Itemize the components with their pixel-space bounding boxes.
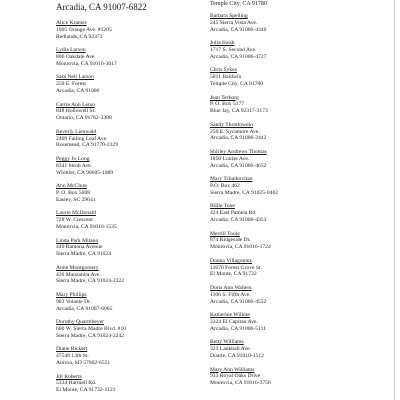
entry-address-line: P. O. Box 5008: [56, 189, 91, 196]
address-entry: [210, 67, 263, 87]
entry-address-line: 874 Ridgeside Dr.: [210, 237, 251, 244]
entry-name: Carrie Ann Lerso: [56, 101, 95, 108]
address-entry: [56, 374, 115, 394]
entry-address-line: Arcadia, CA 91006-5111: [210, 325, 266, 332]
entry-address-line: 440 Ramona Avenue: [56, 244, 103, 251]
entry-address-line: 2409 Falling Leaf Ave.: [56, 135, 108, 142]
entry-name: Doris Ann Walters: [210, 285, 252, 291]
entry-address-line: 250 E. Sycamore Ave.: [210, 128, 260, 135]
entry-name: Mary Tchaikovitan: [210, 176, 253, 183]
entry-address-line: 323 Lankhall Ave.: [210, 346, 252, 353]
entry-address-line: Monrovia, CA 91016-1535: [56, 223, 117, 230]
entry-address-line: Arcadia, CA 91006-4552: [210, 298, 267, 305]
entry-name: Peggy Jo Long: [56, 156, 90, 162]
entry-name: Laurie McDonald: [56, 210, 96, 217]
entry-address-line: 47548 13th St.: [56, 353, 89, 360]
address-entry: [210, 40, 266, 60]
address-entry: [210, 176, 278, 196]
entry-address-line: P. O. Box 5177: [210, 101, 245, 108]
entry-name: Linda Park Milano: [56, 237, 99, 244]
entry-address-line: Sierra Madre, CA 91024-2242: [56, 332, 125, 339]
entry-name: Julia Swab: [210, 40, 235, 47]
page-edge-line: [394, 0, 395, 400]
entry-name: Sara Nell Larson: [56, 74, 94, 81]
entry-name: Alice Kramer: [56, 20, 87, 26]
entry-name: Shirley Andrews Thomas: [210, 149, 267, 155]
address-entry: [56, 129, 118, 149]
entry-address-line: Monrovia, CA 91016-1724: [210, 244, 271, 251]
entry-address-line: 2324 El Capitan Ave.: [210, 318, 258, 325]
entry-address-line: Arcadia, CA 91006-4340: [210, 26, 267, 33]
entry-address-line: Blue Jay, CA 92317-3173: [210, 108, 268, 115]
entry-address-line: 8341 Stroh Ave.: [56, 162, 93, 169]
address-entry: [210, 285, 266, 305]
address-entry: [56, 47, 117, 67]
address-entry: [56, 238, 111, 258]
entry-name: Anne Montgomery: [56, 264, 99, 271]
entry-address-line: Monrovia, CA 91016-3017: [56, 60, 117, 67]
entry-address-line: Redlands, CA 92373: [56, 33, 103, 40]
address-entry: [210, 13, 266, 33]
entry-name: Diane Rickert: [56, 346, 88, 353]
entry-name: Betty Williams: [210, 339, 244, 346]
entry-address-line: 424 East Pamela Rd.: [210, 210, 257, 217]
address-entry: [56, 292, 112, 312]
address-entry: [56, 20, 112, 40]
entry-name: Sandy Throttowein: [210, 121, 253, 128]
right-continued-address: Temple City, CA 91780: [210, 1, 267, 7]
entry-address-line: Sierra Madre, CA 91024: [56, 251, 111, 258]
address-entry: [210, 339, 264, 359]
entry-address-line: Whittier, CA 90605-1089: [56, 169, 114, 176]
address-entry: [210, 149, 267, 169]
entry-address-line: 963 Volante Dr.: [56, 298, 92, 305]
address-entry: [56, 156, 113, 176]
entry-address-line: 5334 Hartnell Rd.: [56, 380, 97, 387]
address-entry: [210, 258, 262, 278]
entry-address-line: Aurora, SD 57002-6551: [56, 359, 111, 366]
address-entry: [210, 95, 268, 115]
entry-address-line: 11670 Forest Grove St.: [210, 264, 262, 271]
address-entry: [210, 122, 266, 142]
entry-name: Mary Ann Williams: [210, 366, 255, 373]
address-entry: [210, 231, 271, 251]
entry-address-line: Temple City, CA 91780: [210, 80, 264, 87]
address-entry: [210, 367, 271, 387]
address-entry: [56, 74, 99, 94]
entry-address-line: Sierra Madre, CA 91024-2322: [56, 278, 125, 285]
address-entry: [56, 210, 117, 230]
entry-address-line: El Monte, CA 91732-1121: [56, 387, 116, 394]
entry-address-line: 1905 Orange Ave. #1205: [56, 26, 112, 33]
entry-name: Beverly Lienwald: [56, 128, 97, 135]
left-continued-address: Arcadia, CA 91007-6822: [56, 2, 147, 12]
address-entry: [56, 183, 96, 203]
entry-address-line: Monrovia, CA 91016-3756: [210, 380, 271, 387]
address-entry: [210, 203, 266, 223]
address-entry: [56, 319, 126, 339]
address-entry: [56, 102, 112, 122]
entry-name: Barbara Spelling: [210, 13, 248, 19]
entry-address-line: Arcadia, CA 91007-6065: [56, 305, 113, 312]
entry-address-line: Sierra Madre, CA 91025-0462: [210, 189, 279, 196]
entry-name: Donna Villagomez: [210, 257, 252, 264]
entry-address-line: 600 W. Sierra Madre Blvd. #10: [56, 325, 127, 332]
entry-address-line: Duarte, CA 91010-1512: [210, 352, 264, 359]
address-entry: [56, 265, 124, 285]
entry-name: Katherine Wilhite: [210, 312, 250, 319]
entry-name: Jill Roberts: [56, 373, 82, 380]
entry-address-line: 1106 S. Fifth Ave.: [210, 291, 251, 298]
entry-address-line: Arcadia, CA 91006-4727: [210, 53, 267, 60]
entry-name: Lydia Larson: [56, 47, 86, 54]
entry-name: Merrill Toole: [210, 230, 240, 237]
entry-address-line: Arcadia, CA 91006-4353: [210, 216, 267, 223]
entry-address-line: Arcadia, CA 91006: [56, 87, 100, 94]
entry-address-line: Rosemead, CA 91770-2329: [56, 142, 118, 149]
entry-name: Chris Sykes: [210, 67, 237, 74]
entry-address-line: 806 Oakdale Ave.: [56, 53, 96, 60]
entry-address-line: 245 Sierra Vista Ave.: [210, 19, 258, 26]
entry-name: Ann McClure: [56, 183, 87, 190]
entry-name: Jean Terborg: [210, 94, 239, 101]
entry-address-line: El Monte, CA 91732: [210, 271, 257, 278]
entry-address-line: Arcadia, CA 91006-4652: [210, 162, 267, 169]
entry-address-line: 848 Hollowell St.: [56, 108, 96, 115]
entry-address-line: 1717 S. Second Ave.: [210, 46, 257, 53]
entry-address-line: 436 Manzanita Ave.: [56, 271, 101, 278]
entry-name: Billie Tone: [210, 203, 235, 210]
entry-address-line: Ontario, CA 91762-3308: [56, 115, 112, 122]
entry-address-line: 728 W. Crescent: [56, 217, 93, 224]
entry-name: Mary Phillips: [56, 292, 87, 298]
entry-address-line: 259 E. Forest: [56, 81, 86, 88]
entry-address-line: P.O. Box 462: [210, 182, 240, 189]
entry-name: Dorothy Quarmbeyer: [56, 319, 104, 326]
entry-address-line: 933 Royal Oaks Drive: [210, 373, 261, 380]
entry-address-line: 5811 Baldwin: [210, 74, 242, 81]
entry-address-line: 1850 Louise Ave.: [210, 155, 250, 162]
entry-address-line: Easley, SC 29641: [56, 196, 96, 203]
entry-address-line: Arcadia, CA 91006-2442: [210, 135, 267, 142]
address-entry: [210, 312, 266, 332]
address-entry: [56, 346, 110, 366]
